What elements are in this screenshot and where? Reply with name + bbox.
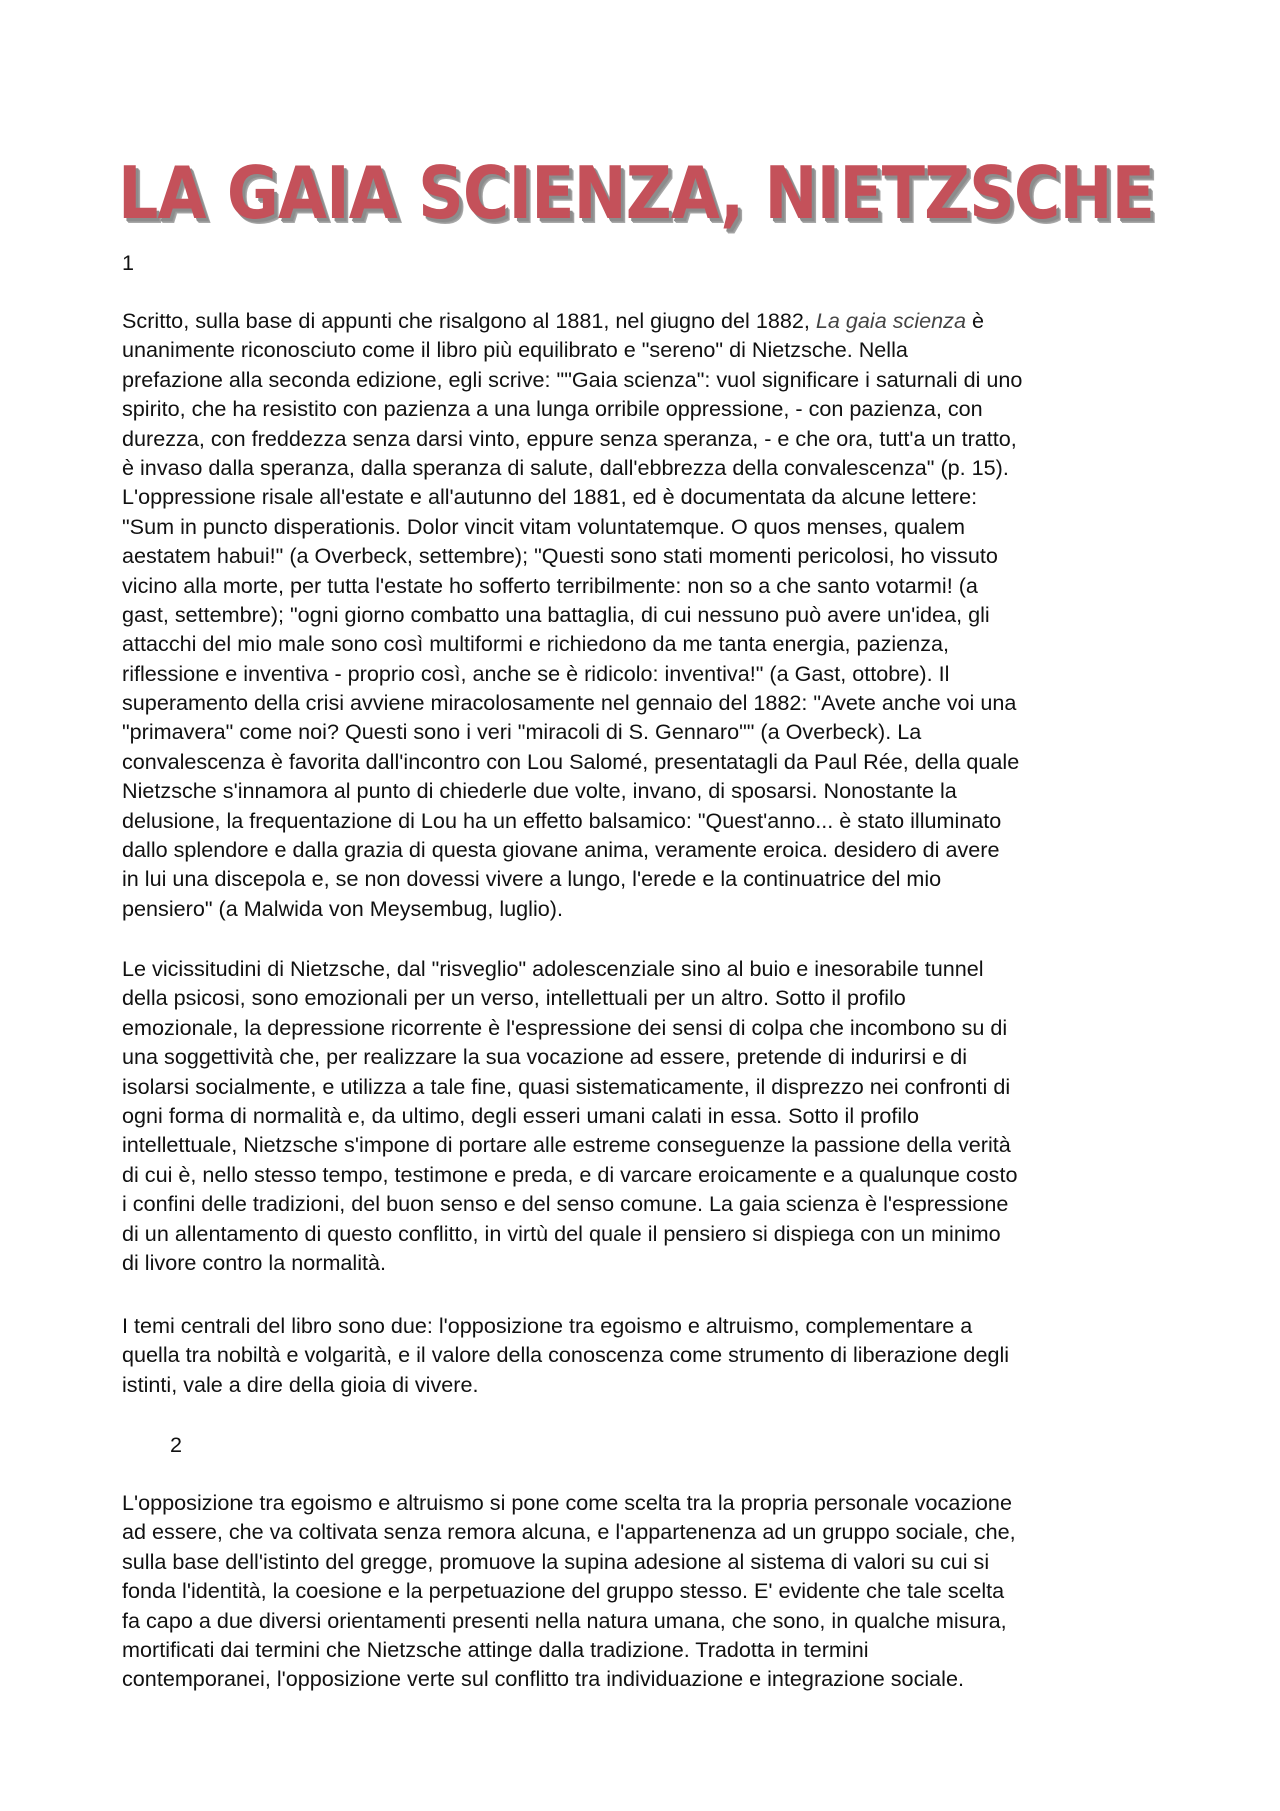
paragraph-line xyxy=(122,306,1168,335)
paragraph-line: "Sum in puncto disperationis. Dolor vincit vitam voluntatemque. O quos menses, qualem xyxy=(122,513,966,539)
section-number-1: 1 xyxy=(122,250,135,275)
paragraph-line: superamento della crisi avviene miracolosamente nel gennaio del 1882: "Avete anche voi una xyxy=(122,690,1017,716)
paragraph-line: unanimente riconosciuto come il libro più equilibrato e "sereno" di Nietzsche. Nella xyxy=(122,337,908,363)
paragraph-line: spirito, che ha resistito con pazienza a una lunga orribile oppressione, - con pazienza, con xyxy=(122,396,983,422)
paragraph-line: mortificati dai termini che Nietzsche attinge dalla tradizione. Tradotta in termini xyxy=(122,1636,869,1662)
paragraph-line: sulla base dell'istinto del gregge, promuove la supina adesione al sistema di valori su cui si xyxy=(122,1548,990,1574)
section1-paragraph-1 xyxy=(122,306,1168,923)
paragraph-line: vicino alla morte, per tutta l'estate ho sofferto terribilmente: non so a che santo votarmi! (a xyxy=(122,572,978,598)
paragraph-line: ogni forma di normalità e, da ultimo, degli esseri umani calati in essa. Sotto il profilo xyxy=(122,1102,919,1128)
paragraph-line: della psicosi, sono emozionali per un verso, intellettuali per un altro. Sotto il profilo xyxy=(122,985,906,1011)
paragraph-line: istinti, vale a dire della gioia di vivere. xyxy=(122,1371,479,1397)
paragraph-line: Le vicissitudini di Nietzsche, dal "risveglio" adolescenziale sino al buio e inesorabile tunnel xyxy=(122,956,984,981)
paragraph-line: isolarsi socialmente, e utilizza a tale fine, quasi sistematicamente, il disprezzo nei confronti di xyxy=(122,1073,1011,1099)
paragraph-line: L'oppressione risale all'estate e all'autunno del 1881, ed è documentata da alcune lettere: xyxy=(122,484,978,510)
paragraph-line: emozionale, la depressione ricorrente è l'espressione dei sensi di colpa che incombono su di xyxy=(122,1014,1008,1040)
text-run: è xyxy=(965,308,984,333)
section1-paragraph-3 xyxy=(122,1311,1168,1399)
paragraph-line: Nietzsche s'innamora al punto di chiederle due volte, invano, di sposarsi. Nonostante la xyxy=(122,778,957,804)
text-run: Scritto, sulla base di appunti che risalgono al 1881, nel giugno del 1882, xyxy=(122,308,816,333)
paragraph-line: I temi centrali del libro sono due: l'opposizione tra egoismo e altruismo, complementare a xyxy=(122,1313,973,1338)
paragraph-line: L'opposizione tra egoismo e altruismo si pone come scelta tra la propria personale vocazione xyxy=(122,1490,1012,1515)
paragraph-line: gast, settembre); "ogni giorno combatto una battaglia, di cui nessuno può avere un'idea, gli xyxy=(122,601,990,627)
paragraph-line: contemporanei, l'opposizione verte sul conflitto tra individuazione e integrazione sociale. xyxy=(122,1666,964,1692)
paragraph-line: ad essere, che va coltivata senza remora alcuna, e l'appartenenza ad un gruppo sociale, che, xyxy=(122,1519,1016,1545)
section-number-2: 2 xyxy=(170,1432,183,1457)
paragraph-line: convalescenza è favorita dall'incontro con Lou Salomé, presentatagli da Paul Rée, della quale xyxy=(122,748,1020,774)
paragraph-line: intellettuale, Nietzsche s'impone di portare alle estreme conseguenze la passione della verità xyxy=(122,1132,1011,1158)
paragraph-line: prefazione alla seconda edizione, egli scrive: ""Gaia scienza": vuol significare i saturnali di uno xyxy=(122,366,1023,392)
paragraph-line: i confini delle tradizioni, del buon senso e del senso comune. La gaia scienza è l'espressione xyxy=(122,1191,1009,1217)
paragraph-line: "primavera" come noi? Questi sono i veri "miracoli di S. Gennaro"" (a Overbeck). La xyxy=(122,719,922,745)
document-title: LA GAIA SCIENZA, NIETZSCHE xyxy=(118,151,1155,235)
paragraph-line: fa capo a due diversi orientamenti presenti nella natura umana, che sono, in qualche misura, xyxy=(122,1607,1007,1633)
paragraph-line: riflessione e inventiva - proprio così, anche se è ridicolo: inventiva!" (a Gast, ottobre). Il xyxy=(122,660,950,686)
paragraph-line: in lui una discepola e, se non dovessi vivere a lungo, l'erede e la continuatrice del mio xyxy=(122,866,942,892)
paragraph-line: una soggettività che, per realizzare la sua vocazione ad essere, pretende di indurirsi e di xyxy=(122,1044,968,1070)
paragraph-line: di livore contro la normalità. xyxy=(122,1249,387,1275)
paragraph-line: quella tra nobiltà e volgarità, e il valore della conoscenza come strumento di liberazione degli xyxy=(122,1342,1010,1368)
paragraph-line: dallo splendore e dalla grazia di questa giovane anima, veramente eroica. desidero di avere xyxy=(122,837,1000,863)
paragraph-line: delusione, la frequentazione di Lou ha un effetto balsamico: "Quest'anno... è stato illuminato xyxy=(122,807,1002,833)
section2-paragraph-1 xyxy=(122,1488,1168,1694)
section1-paragraph-2 xyxy=(122,954,1168,1277)
book-title-italic: La gaia scienza xyxy=(815,308,966,333)
paragraph-line: attacchi del mio male sono così multiformi e richiedono da me tanta energia, pazienza, xyxy=(122,631,949,657)
paragraph-line: di un allentamento di questo conflitto, in virtù del quale il pensiero si dispiega con un minimo xyxy=(122,1220,1001,1246)
paragraph-line: pensiero" (a Malwida von Meysembug, luglio). xyxy=(122,895,563,921)
paragraph-line: aestatem habui!" (a Overbeck, settembre); "Questi sono stati momenti pericolosi, ho vissuto xyxy=(122,543,998,569)
paragraph-line: durezza, con freddezza senza darsi vinto, eppure senza speranza, - e che ora, tutt'a un tratto, xyxy=(122,425,1017,451)
paragraph-line: fonda l'identità, la coesione e la perpetuazione del gruppo stesso. E' evidente che tale scelta xyxy=(122,1578,1005,1604)
paragraph-line: di cui è, nello stesso tempo, testimone e preda, e di varcare eroicamente e a qualunque costo xyxy=(122,1161,1018,1187)
paragraph-line: è invaso dalla speranza, dalla speranza di salute, dall'ebbrezza della convalescenza" (p. 15). xyxy=(122,454,1009,480)
